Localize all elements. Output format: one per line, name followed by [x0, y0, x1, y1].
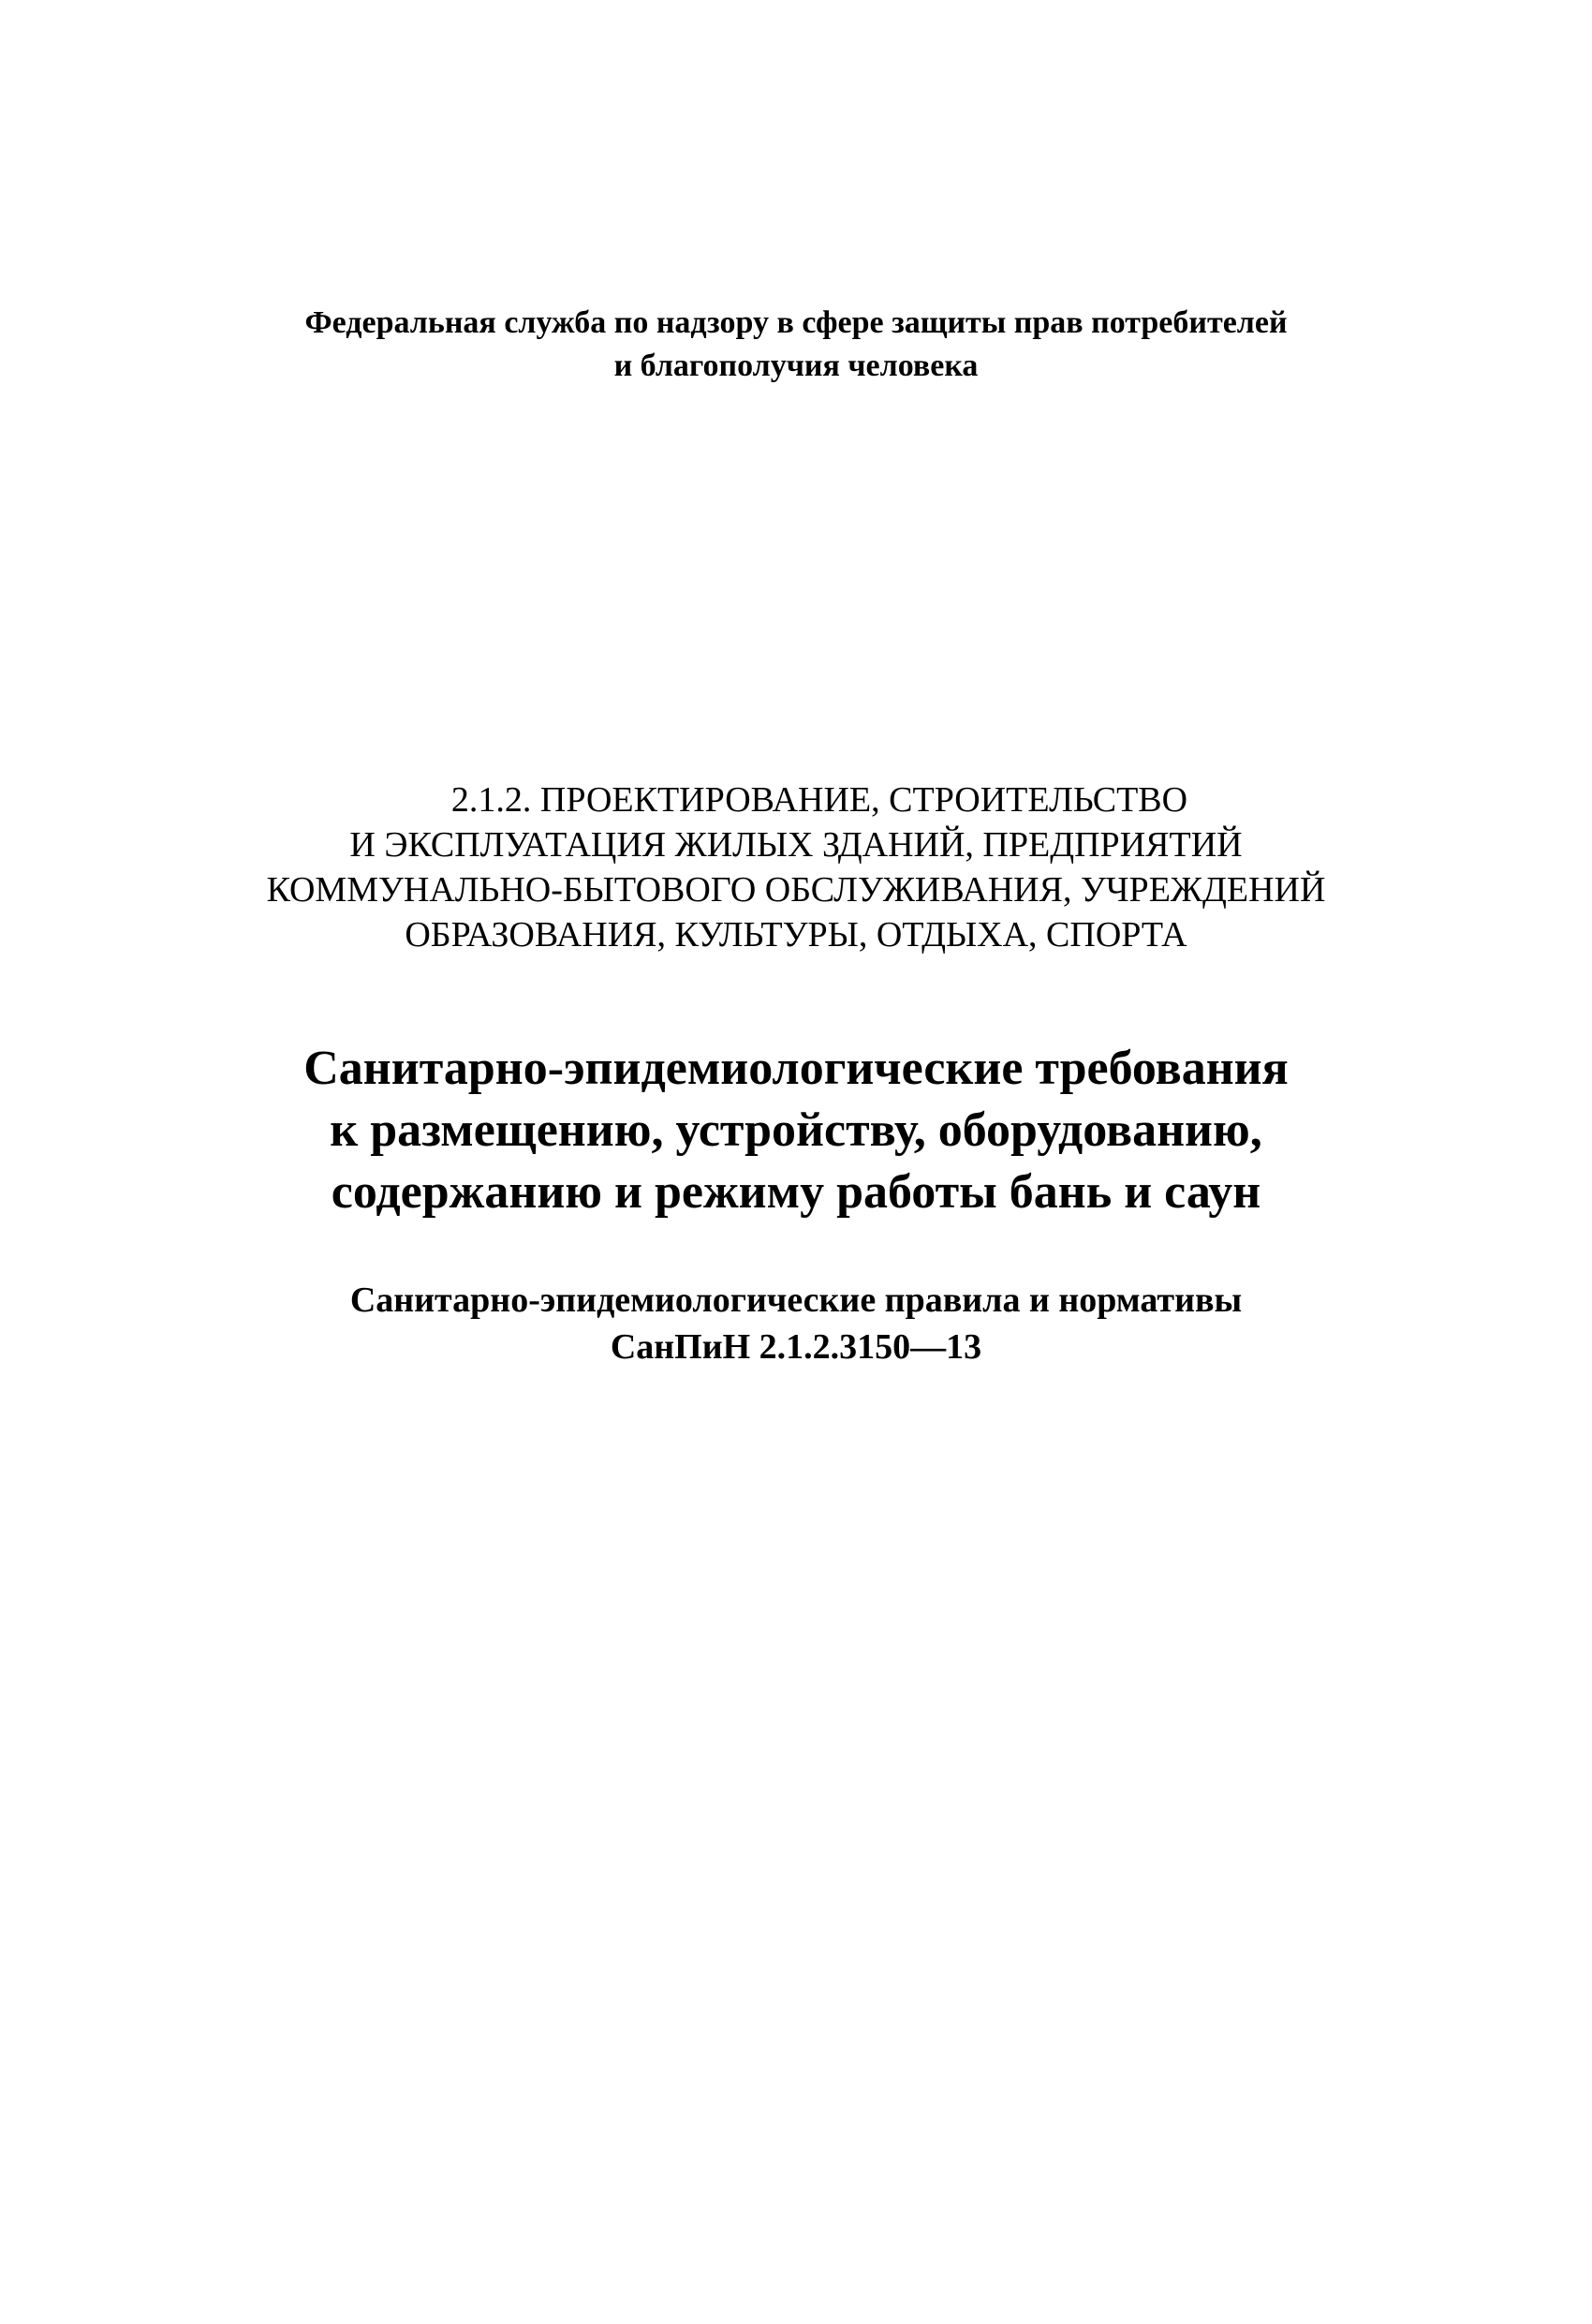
- section-heading-line-3: КОММУНАЛЬНО-БЫТОВОГО ОБСЛУЖИВАНИЯ, УЧРЕЖДЕНИЙ: [266, 870, 1326, 910]
- document-title-line-1: Санитарно-эпидемиологические требования: [303, 1042, 1289, 1095]
- section-heading-line-1: 2.1.2. ПРОЕКТИРОВАНИЕ, СТРОИТЕЛЬСТВО: [450, 780, 1188, 820]
- document-title-line-2: к размещению, устройству, оборудованию,: [330, 1103, 1262, 1157]
- section-heading-line-2: И ЭКСПЛУАТАЦИЯ ЖИЛЫХ ЗДАНИЙ, ПРЕДПРИЯТИЙ: [349, 825, 1243, 865]
- section-heading: [0, 777, 1592, 957]
- agency-name-line-1: Федеральная служба по надзору в сфере защиты прав потребителей: [304, 305, 1288, 340]
- agency-name-line-2: и благополучия человека: [613, 348, 979, 383]
- agency-name: [0, 302, 1592, 388]
- document-code: СанПиН 2.1.2.3150—13: [610, 1327, 982, 1367]
- document-title-line-3: содержанию и режиму работы бань и саун: [331, 1165, 1261, 1219]
- section-heading-line-4: ОБРАЗОВАНИЯ, КУЛЬТУРЫ, ОТДЫХА, СПОРТА: [405, 915, 1187, 955]
- document-subtitle: [0, 1277, 1592, 1370]
- document-title: [0, 1038, 1592, 1223]
- rules-label: Санитарно-эпидемиологические правила и нормативы: [349, 1280, 1243, 1320]
